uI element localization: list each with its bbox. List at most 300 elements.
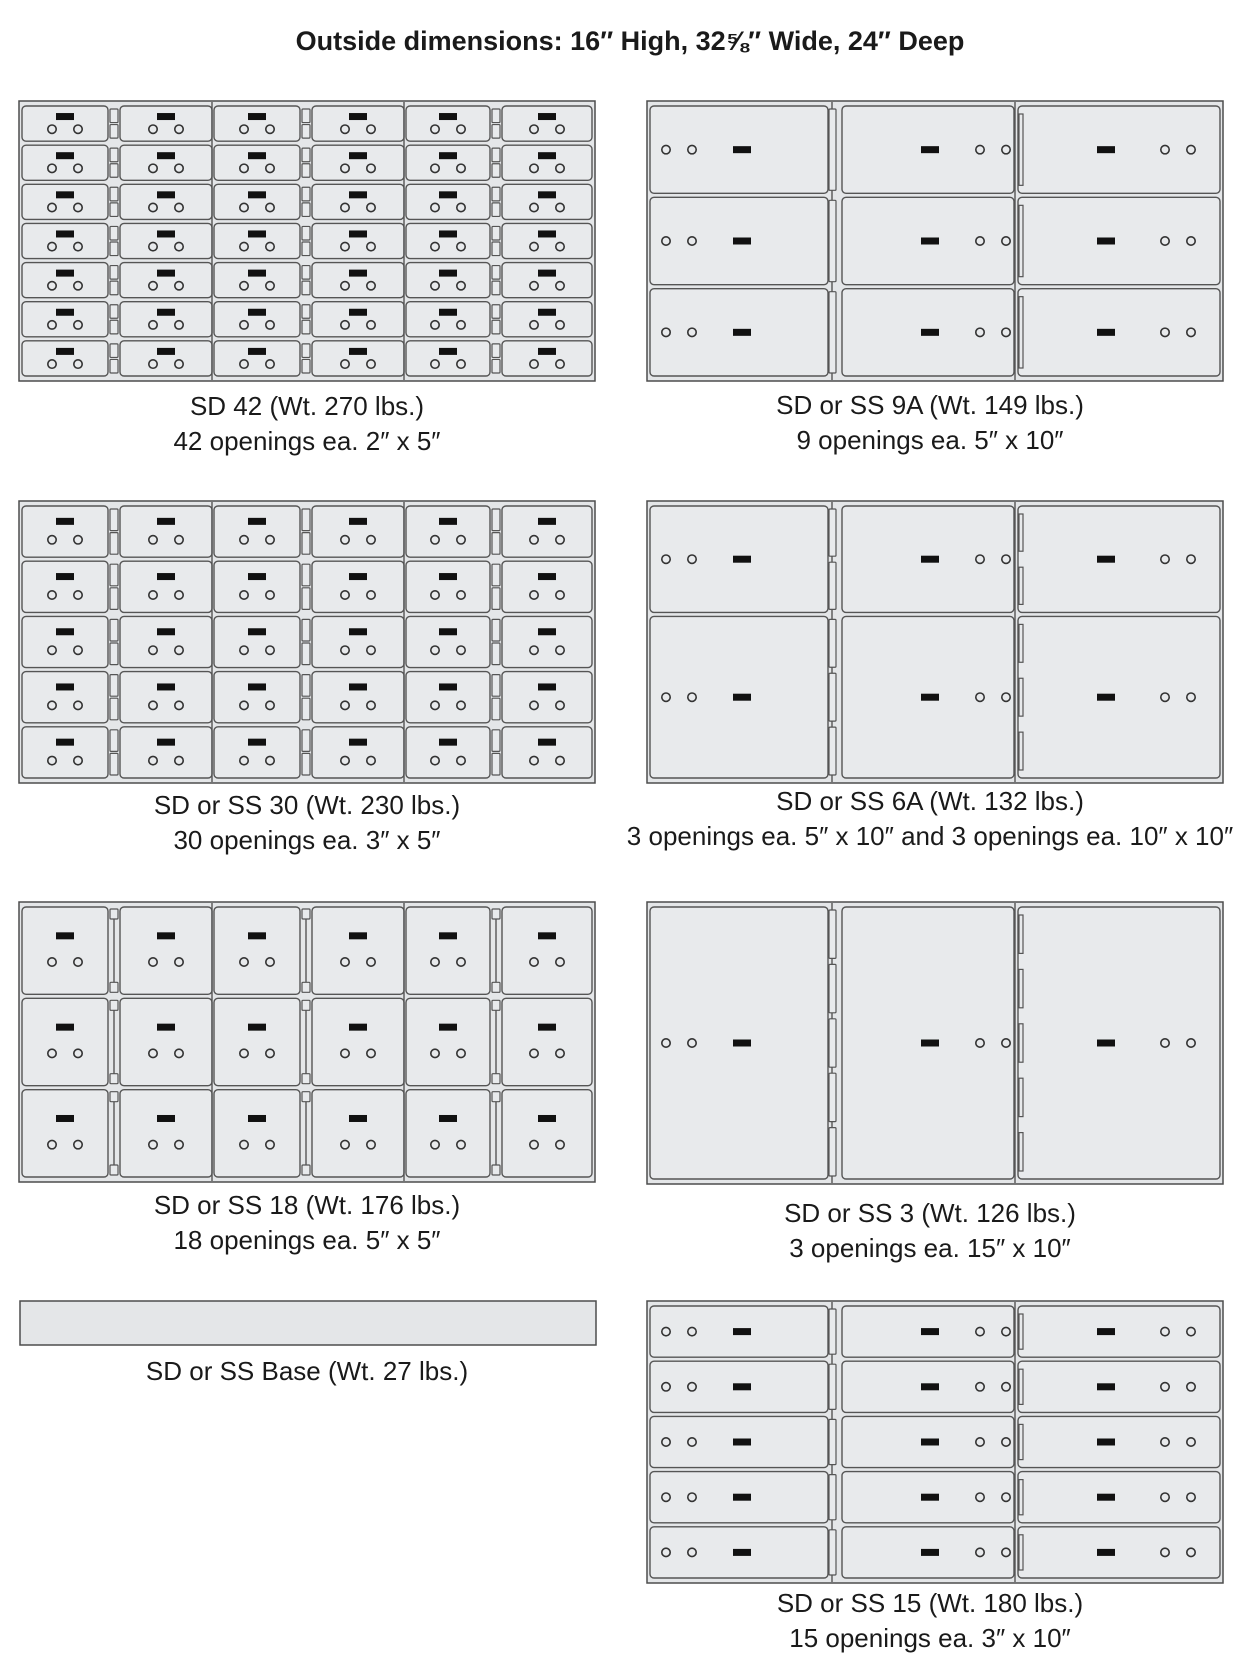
hinge-icon (829, 1128, 836, 1176)
hinge-icon (110, 125, 118, 139)
hinge-icon (110, 203, 118, 217)
box-door (22, 341, 108, 376)
lock-slot-icon (248, 113, 266, 120)
box-door (120, 561, 212, 612)
box-door (1018, 616, 1220, 778)
hinge-icon (829, 910, 836, 958)
lock-slot-icon (349, 932, 367, 939)
box-door (406, 223, 490, 258)
lock-slot-icon (349, 683, 367, 690)
lock-slot-icon (439, 230, 457, 237)
hinge-icon (302, 675, 310, 697)
hinge-icon (492, 1000, 500, 1010)
lock-slot-icon (921, 1040, 939, 1047)
hinge-icon (492, 226, 500, 240)
unit-ss9a-openings: 9 openings ea. 5″ x 10″ (796, 425, 1064, 455)
unit-ss30-drawing (18, 500, 596, 784)
box-door (120, 184, 212, 219)
box-door (214, 263, 300, 298)
hinge-icon (1019, 205, 1023, 276)
hinge-icon (1019, 1314, 1023, 1349)
lock-slot-icon (349, 309, 367, 316)
lock-slot-icon (538, 309, 556, 316)
lock-slot-icon (538, 191, 556, 198)
lock-slot-icon (1097, 329, 1115, 336)
lock-slot-icon (248, 1115, 266, 1122)
hinge-icon (110, 164, 118, 178)
unit-ss30-model: SD or SS 30 (Wt. 230 lbs.) (153, 790, 461, 820)
box-door (120, 341, 212, 376)
box-door (22, 106, 108, 141)
lock-slot-icon (248, 518, 266, 525)
hinge-icon (829, 1475, 836, 1520)
box-door (312, 506, 404, 557)
hinge-icon (302, 320, 310, 334)
lock-slot-icon (248, 230, 266, 237)
base-cabinet (19, 1300, 599, 1346)
box-door (502, 184, 592, 219)
hinge-icon (829, 964, 836, 1012)
box-door (312, 727, 404, 778)
box-door (406, 727, 490, 778)
lock-slot-icon (349, 1115, 367, 1122)
hinge-icon (110, 1092, 118, 1102)
box-door (406, 998, 490, 1085)
box-door (406, 145, 490, 180)
box-door (120, 223, 212, 258)
box-door (214, 616, 300, 667)
hinge-icon (492, 533, 500, 555)
box-door (120, 263, 212, 298)
hinge-icon (492, 1092, 500, 1102)
unit-ss15-openings: 15 openings ea. 3″ x 10″ (789, 1623, 1071, 1653)
box-door (120, 907, 212, 994)
unit-ss6a-caption (620, 784, 1240, 854)
hinge-icon (492, 109, 500, 123)
lock-slot-icon (921, 556, 939, 563)
lock-slot-icon (439, 191, 457, 198)
box-door (214, 998, 300, 1085)
hinge-icon (492, 148, 500, 162)
lock-slot-icon (248, 309, 266, 316)
box-door (312, 145, 404, 180)
hinge-icon (829, 109, 836, 190)
unit-ss6a-openings: 3 openings ea. 5″ x 10″ and 3 openings ea. 10″ x 10″ (626, 821, 1234, 851)
hinge-icon (829, 1364, 836, 1409)
hinge-icon (110, 281, 118, 295)
box-door (502, 561, 592, 612)
hinge-icon (829, 292, 836, 373)
hinge-icon (302, 226, 310, 240)
box-door (214, 223, 300, 258)
ss3-cabinet (646, 901, 1224, 1185)
box-door (120, 145, 212, 180)
hinge-icon (492, 242, 500, 256)
unit-base-caption (18, 1354, 596, 1389)
lock-slot-icon (157, 230, 175, 237)
hinge-icon (110, 753, 118, 775)
lock-slot-icon (921, 694, 939, 701)
hinge-icon (302, 564, 310, 586)
unit-ss6a-model: SD or SS 6A (Wt. 132 lbs.) (776, 786, 1084, 816)
lock-slot-icon (733, 694, 751, 701)
hinge-icon (110, 148, 118, 162)
hinge-icon (302, 359, 310, 373)
box-door (406, 672, 490, 723)
hinge-icon (492, 588, 500, 610)
box-door (214, 184, 300, 219)
lock-slot-icon (56, 191, 74, 198)
box-door (1018, 1306, 1220, 1357)
hinge-icon (829, 1530, 836, 1575)
lock-slot-icon (349, 1024, 367, 1031)
box-door (502, 341, 592, 376)
unit-ss9a-caption (620, 388, 1240, 458)
lock-slot-icon (921, 1494, 939, 1501)
box-door (502, 727, 592, 778)
box-door (1018, 289, 1220, 376)
hinge-icon (1019, 567, 1023, 604)
lock-slot-icon (538, 932, 556, 939)
hinge-icon (110, 305, 118, 319)
box-door (22, 672, 108, 723)
lock-slot-icon (439, 348, 457, 355)
hinge-icon (110, 226, 118, 240)
unit-ss15-drawing (646, 1300, 1224, 1584)
lock-slot-icon (921, 329, 939, 336)
lock-slot-icon (538, 573, 556, 580)
hinge-icon (302, 730, 310, 752)
lock-slot-icon (439, 1024, 457, 1031)
lock-slot-icon (538, 683, 556, 690)
box-door (406, 106, 490, 141)
hinge-icon (492, 281, 500, 295)
box-door (1018, 907, 1220, 1179)
hinge-icon (302, 509, 310, 531)
lock-slot-icon (439, 152, 457, 159)
box-door (22, 184, 108, 219)
hinge-icon (302, 643, 310, 665)
hinge-icon (110, 564, 118, 586)
hinge-icon (302, 344, 310, 358)
unit-ss3-model: SD or SS 3 (Wt. 126 lbs.) (784, 1198, 1076, 1228)
unit-ss9a-model: SD or SS 9A (Wt. 149 lbs.) (776, 390, 1084, 420)
hinge-icon (492, 643, 500, 665)
lock-slot-icon (248, 739, 266, 746)
hinge-icon (829, 562, 836, 609)
hinge-icon (110, 359, 118, 373)
box-door (406, 561, 490, 612)
lock-slot-icon (921, 1328, 939, 1335)
unit-sd42-caption (18, 389, 596, 459)
unit-sd42-openings: 42 openings ea. 2″ x 5″ (173, 426, 441, 456)
unit-ss3-openings: 3 openings ea. 15″ x 10″ (789, 1233, 1071, 1263)
hinge-icon (302, 588, 310, 610)
box-door (1018, 106, 1220, 193)
lock-slot-icon (248, 1024, 266, 1031)
hinge-icon (1019, 114, 1023, 185)
box-door (22, 302, 108, 337)
box-door (406, 1090, 490, 1177)
box-door (1018, 1361, 1220, 1412)
hinge-icon (492, 164, 500, 178)
hinge-icon (110, 1074, 118, 1084)
unit-sd42-drawing (18, 100, 596, 382)
unit-base-drawing (19, 1300, 599, 1346)
lock-slot-icon (157, 309, 175, 316)
box-door (312, 263, 404, 298)
lock-slot-icon (921, 1439, 939, 1446)
hinge-icon (829, 673, 836, 721)
hinge-icon (492, 675, 500, 697)
lock-slot-icon (349, 270, 367, 277)
box-door (22, 263, 108, 298)
lock-slot-icon (538, 739, 556, 746)
lock-slot-icon (733, 1439, 751, 1446)
lock-slot-icon (439, 932, 457, 939)
lock-slot-icon (733, 556, 751, 563)
box-door (120, 998, 212, 1085)
lock-slot-icon (56, 683, 74, 690)
box-door (312, 616, 404, 667)
hinge-icon (492, 266, 500, 280)
hinge-icon (110, 643, 118, 665)
box-door (502, 302, 592, 337)
hinge-icon (492, 203, 500, 217)
lock-slot-icon (733, 1040, 751, 1047)
box-door (214, 727, 300, 778)
lock-slot-icon (349, 739, 367, 746)
box-door (120, 106, 212, 141)
box-door (312, 302, 404, 337)
box-door (406, 341, 490, 376)
lock-slot-icon (157, 518, 175, 525)
box-door (214, 561, 300, 612)
hinge-icon (1019, 1480, 1023, 1515)
lock-slot-icon (921, 1549, 939, 1556)
hinge-icon (302, 1165, 310, 1175)
ss9a-cabinet (646, 100, 1224, 382)
hinge-icon (492, 753, 500, 775)
base-plinth (20, 1301, 596, 1345)
box-door (312, 341, 404, 376)
hinge-icon (1019, 1535, 1023, 1570)
lock-slot-icon (1097, 146, 1115, 153)
hinge-icon (110, 266, 118, 280)
hinge-icon (492, 344, 500, 358)
box-door (406, 616, 490, 667)
lock-slot-icon (56, 1115, 74, 1122)
lock-slot-icon (1097, 1494, 1115, 1501)
hinge-icon (302, 203, 310, 217)
lock-slot-icon (248, 573, 266, 580)
hinge-icon (1019, 969, 1023, 1007)
box-door (312, 672, 404, 723)
ss30-cabinet (18, 500, 596, 784)
lock-slot-icon (56, 230, 74, 237)
lock-slot-icon (1097, 556, 1115, 563)
lock-slot-icon (157, 348, 175, 355)
lock-slot-icon (56, 573, 74, 580)
box-door (22, 506, 108, 557)
hinge-icon (1019, 915, 1023, 953)
box-door (502, 998, 592, 1085)
lock-slot-icon (733, 146, 751, 153)
hinge-icon (110, 675, 118, 697)
hinge-icon (492, 187, 500, 201)
hinge-icon (302, 619, 310, 641)
lock-slot-icon (1097, 1328, 1115, 1335)
unit-ss30-openings: 30 openings ea. 3″ x 5″ (173, 825, 441, 855)
hinge-icon (1019, 678, 1023, 716)
lock-slot-icon (538, 113, 556, 120)
hinge-icon (302, 982, 310, 992)
hinge-icon (302, 753, 310, 775)
box-door (214, 145, 300, 180)
lock-slot-icon (439, 683, 457, 690)
hinge-icon (110, 698, 118, 720)
box-door (502, 223, 592, 258)
hinge-icon (302, 281, 310, 295)
hinge-icon (110, 909, 118, 919)
box-door (120, 506, 212, 557)
lock-slot-icon (921, 146, 939, 153)
lock-slot-icon (157, 1115, 175, 1122)
unit-ss15-caption (620, 1586, 1240, 1656)
lock-slot-icon (157, 573, 175, 580)
lock-slot-icon (349, 628, 367, 635)
box-door (406, 302, 490, 337)
lock-slot-icon (1097, 238, 1115, 245)
hinge-icon (302, 1000, 310, 1010)
hinge-icon (829, 1419, 836, 1464)
hinge-icon (492, 564, 500, 586)
lock-slot-icon (349, 191, 367, 198)
unit-ss15-model: SD or SS 15 (Wt. 180 lbs.) (776, 1588, 1084, 1618)
hinge-icon (110, 1165, 118, 1175)
hinge-icon (1019, 514, 1023, 551)
box-door (22, 616, 108, 667)
hinge-icon (1019, 1369, 1023, 1404)
box-door (214, 341, 300, 376)
lock-slot-icon (439, 270, 457, 277)
lock-slot-icon (349, 348, 367, 355)
hinge-icon (302, 148, 310, 162)
hinge-icon (110, 320, 118, 334)
box-door (406, 907, 490, 994)
hinge-icon (110, 187, 118, 201)
box-door (406, 184, 490, 219)
hinge-icon (302, 533, 310, 555)
box-door (502, 616, 592, 667)
unit-ss9a-drawing (646, 100, 1224, 382)
box-door (312, 561, 404, 612)
lock-slot-icon (349, 152, 367, 159)
lock-slot-icon (56, 309, 74, 316)
lock-slot-icon (157, 1024, 175, 1031)
ss6a-cabinet (646, 500, 1224, 784)
box-door (312, 998, 404, 1085)
lock-slot-icon (56, 932, 74, 939)
box-door (214, 907, 300, 994)
hinge-icon (110, 242, 118, 256)
hinge-icon (492, 619, 500, 641)
box-door (214, 302, 300, 337)
lock-slot-icon (248, 152, 266, 159)
lock-slot-icon (248, 191, 266, 198)
box-door (22, 145, 108, 180)
hinge-icon (110, 109, 118, 123)
box-door (120, 616, 212, 667)
lock-slot-icon (733, 1494, 751, 1501)
box-door (502, 106, 592, 141)
lock-slot-icon (56, 270, 74, 277)
unit-ss6a-drawing (646, 500, 1224, 784)
box-door (22, 727, 108, 778)
hinge-icon (110, 588, 118, 610)
hinge-icon (1019, 624, 1023, 662)
ss18-cabinet (18, 901, 596, 1183)
hinge-icon (1019, 732, 1023, 770)
unit-ss18-caption (18, 1188, 596, 1258)
box-door (312, 223, 404, 258)
lock-slot-icon (56, 739, 74, 746)
lock-slot-icon (538, 152, 556, 159)
box-door (502, 263, 592, 298)
lock-slot-icon (1097, 1040, 1115, 1047)
hinge-icon (492, 1165, 500, 1175)
lock-slot-icon (439, 628, 457, 635)
lock-slot-icon (56, 152, 74, 159)
hinge-icon (492, 359, 500, 373)
lock-slot-icon (56, 628, 74, 635)
hinge-icon (492, 698, 500, 720)
hinge-icon (110, 730, 118, 752)
unit-ss18-openings: 18 openings ea. 5″ x 5″ (173, 1225, 441, 1255)
hinge-icon (829, 1019, 836, 1067)
box-door (22, 1090, 108, 1177)
lock-slot-icon (157, 628, 175, 635)
lock-slot-icon (921, 238, 939, 245)
hinge-icon (302, 187, 310, 201)
hinge-icon (110, 344, 118, 358)
box-door (1018, 506, 1220, 612)
hinge-icon (110, 619, 118, 641)
box-door (312, 184, 404, 219)
hinge-icon (1019, 1133, 1023, 1171)
box-door (1018, 1527, 1220, 1578)
hinge-icon (492, 125, 500, 139)
lock-slot-icon (56, 348, 74, 355)
box-door (22, 998, 108, 1085)
hinge-icon (492, 509, 500, 531)
lock-slot-icon (439, 573, 457, 580)
unit-ss18-model: SD or SS 18 (Wt. 176 lbs.) (153, 1190, 461, 1220)
hinge-icon (302, 1092, 310, 1102)
lock-slot-icon (733, 1549, 751, 1556)
lock-slot-icon (1097, 1439, 1115, 1446)
hinge-icon (1019, 1078, 1023, 1116)
lock-slot-icon (349, 518, 367, 525)
lock-slot-icon (157, 739, 175, 746)
box-door (120, 1090, 212, 1177)
box-door (502, 907, 592, 994)
box-door (120, 302, 212, 337)
hinge-icon (1019, 1024, 1023, 1062)
box-door (312, 907, 404, 994)
box-door (312, 106, 404, 141)
hinge-icon (302, 698, 310, 720)
